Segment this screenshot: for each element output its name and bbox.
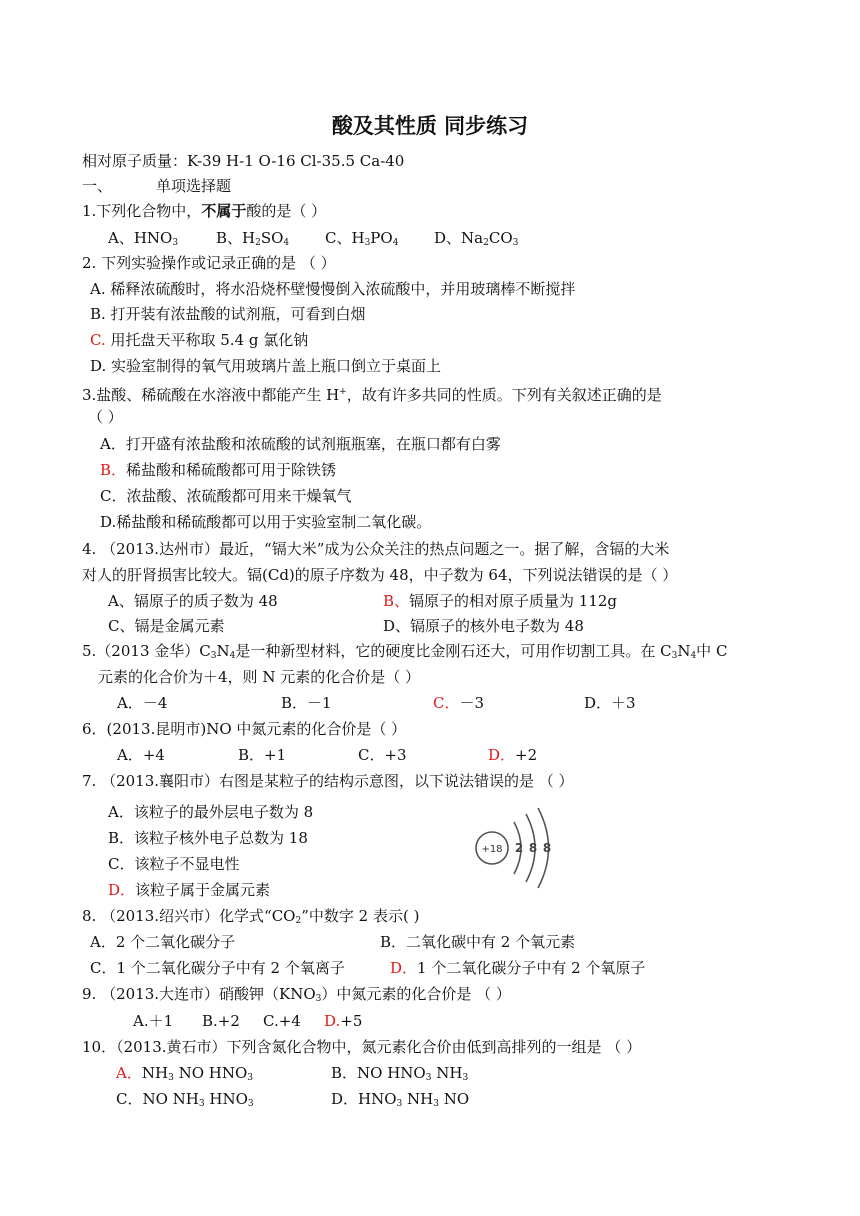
q4-option-d: D、镉原子的核外电子数为 48 <box>383 617 584 635</box>
q5-option-b: B．－1 <box>281 694 332 712</box>
question-6-stem: 6．(2013.昆明市)NO 中氮元素的化合价是（ ） <box>82 720 407 738</box>
q10-option-b: B．NO $HNO_3$ $NH_3$ <box>331 1064 469 1083</box>
q6-option-a: A．+4 <box>117 746 165 764</box>
atomic-mass-line: 相对原子质量：K-39 H-1 O-16 Cl-35.5 Ca-40 <box>82 152 405 170</box>
q1-option-c: C、$H_3PO_4$ <box>325 229 399 248</box>
q5-answer-marker: C． <box>433 694 460 712</box>
question-3-stem: 3.盐酸、稀硫酸在水溶液中都能产生 H+，故有许多共同的性质。下列有关叙述正确的是 <box>82 386 662 404</box>
q1-stem-post: 酸的是（ ） <box>246 202 327 220</box>
question-1-stem <box>82 202 326 220</box>
question-7-stem: 7. （2013.襄阳市）右图是某粒子的结构示意图，以下说法错误的是 （ ） <box>82 772 574 790</box>
q6-option-b: B．+1 <box>238 746 287 764</box>
q3-option-c: C．浓盐酸、浓硫酸都可用来干燥氧气 <box>100 487 352 505</box>
shell-2-electrons: 8 <box>528 841 538 855</box>
q7-option-c: C．该粒子不显电性 <box>108 855 240 873</box>
q6-answer-marker: D． <box>488 746 516 764</box>
q4-option-a: A、镉原子的质子数为 48 <box>108 592 278 610</box>
question-3-stem-cont: （ ） <box>88 408 123 426</box>
q2-option-b: B. 打开装有浓盐酸的试剂瓶，可看到白烟 <box>90 305 366 323</box>
shell-3-electrons: 8 <box>542 841 552 855</box>
q6-option-d: D．+2 <box>488 746 538 764</box>
q9-option-c: C.+4 <box>263 1012 301 1030</box>
q5-option-d: D．＋3 <box>584 694 636 712</box>
q2-option-c: C. 用托盘天平称取 5.4 g 氯化钠 <box>90 331 309 349</box>
q10-option-d: D．$HNO_3$ $NH_3$ NO <box>331 1090 470 1109</box>
q4-option-c: C、镉是金属元素 <box>108 617 225 635</box>
question-4-stem: 4. （2013.达州市）最近，“镉大米”成为公众关注的热点问题之一。据了解，含镉的大米 <box>82 540 670 558</box>
section-number: 一、 <box>82 177 113 195</box>
q8-option-b: B．二氧化碳中有 2 个氧元素 <box>380 933 576 951</box>
q9-answer-marker: D. <box>324 1012 341 1030</box>
q5-option-a: A．－4 <box>117 694 168 712</box>
q7-option-a: A．该粒子的最外层电子数为 8 <box>108 803 314 821</box>
question-8-stem: 8. （2013.绍兴市）化学式“$CO_2$”中数字 2 表示( ) <box>82 907 420 926</box>
q9-option-a: A.＋1 <box>133 1012 174 1030</box>
question-9-stem: 9. （2013.大连市）硝酸钾$(KNO_3)$中氮元素的化合价是 （ ） <box>82 985 511 1004</box>
q10-option-c: C．NO $NH_3$ $HNO_3$ <box>116 1090 254 1109</box>
q3-option-d: D.稀盐酸和稀硫酸都可以用于实验室制二氧化碳。 <box>100 513 432 531</box>
atom-structure-diagram <box>470 800 560 890</box>
q2-option-d: D. 实验室制得的氧气用玻璃片盖上瓶口倒立于桌面上 <box>90 357 442 375</box>
q1-stem-emphasis: 不属于 <box>201 202 247 220</box>
q1-option-b: B、$H_2SO_4$ <box>216 229 290 248</box>
q6-option-c: C．+3 <box>358 746 407 764</box>
q3-option-b: B．稀盐酸和稀硫酸都可用于除铁锈 <box>100 461 337 479</box>
q8-answer-marker: D． <box>390 959 418 977</box>
nucleus-charge: +18 <box>481 844 503 855</box>
section-heading <box>82 177 231 195</box>
q7-option-b: B．该粒子核外电子总数为 18 <box>108 829 308 847</box>
q3-option-a: A．打开盛有浓盐酸和浓硫酸的试剂瓶瓶塞，在瓶口都有白雾 <box>100 435 501 453</box>
q2-answer-marker: C. <box>90 331 106 349</box>
shell-1-electrons: 2 <box>514 841 524 855</box>
q4-option-b: B、镉原子的相对原子质量为 112g <box>383 592 618 610</box>
q1-option-a: A、$HNO_3$ <box>108 229 179 248</box>
q9-option-b: B.+2 <box>202 1012 240 1030</box>
q7-option-d: D．该粒子属于金属元素 <box>108 881 271 899</box>
q8-option-c: C．1 个二氧化碳分子中有 2 个氧离子 <box>90 959 345 977</box>
q4-answer-marker: B、 <box>383 592 410 610</box>
question-10-stem: 10．（2013.黄石市）下列含氮化合物中，氮元素化合价由低到高排列的一组是 （ ） <box>82 1038 642 1056</box>
question-4-stem-cont: 对人的肝肾损害比较大。镉(Cd)的原子序数为 48，中子数为 64，下列说法错误的是（ ） <box>82 566 678 584</box>
q5-option-c: C．－3 <box>433 694 485 712</box>
q2-option-a: A. 稀释浓硫酸时，将水沿烧杯壁慢慢倒入浓硫酸中，并用玻璃棒不断搅拌 <box>90 280 576 298</box>
question-5-stem-cont: 元素的化合价为＋4，则 N 元素的化合价是（ ） <box>98 668 420 686</box>
question-2-stem: 2. 下列实验操作或记录正确的是 （ ） <box>82 254 336 272</box>
q9-option-d: D.+5 <box>324 1012 363 1030</box>
q7-answer-marker: D． <box>108 881 136 899</box>
page-title: 酸及其性质 同步练习 <box>331 114 529 138</box>
q3-answer-marker: B． <box>100 461 127 479</box>
q8-option-d: D．1 个二氧化碳分子中有 2 个氧原子 <box>390 959 646 977</box>
q10-answer-marker: A． <box>116 1064 142 1082</box>
q1-option-d: D、$Na_2CO_3$ <box>434 229 519 248</box>
q8-option-a: A．2 个二氧化碳分子 <box>90 933 236 951</box>
section-label: 单项选择题 <box>156 177 232 195</box>
q1-stem-pre: 1.下列化合物中， <box>82 202 202 220</box>
q10-option-a: A．$NH_3$ NO $HNO_3$ <box>116 1064 253 1083</box>
question-5-stem: 5.（2013 金华）$C_3N_4$是一种新型材料，它的硬度比金刚石还大，可用作切割工具。在 $C_3N_4$中 C <box>82 642 728 661</box>
